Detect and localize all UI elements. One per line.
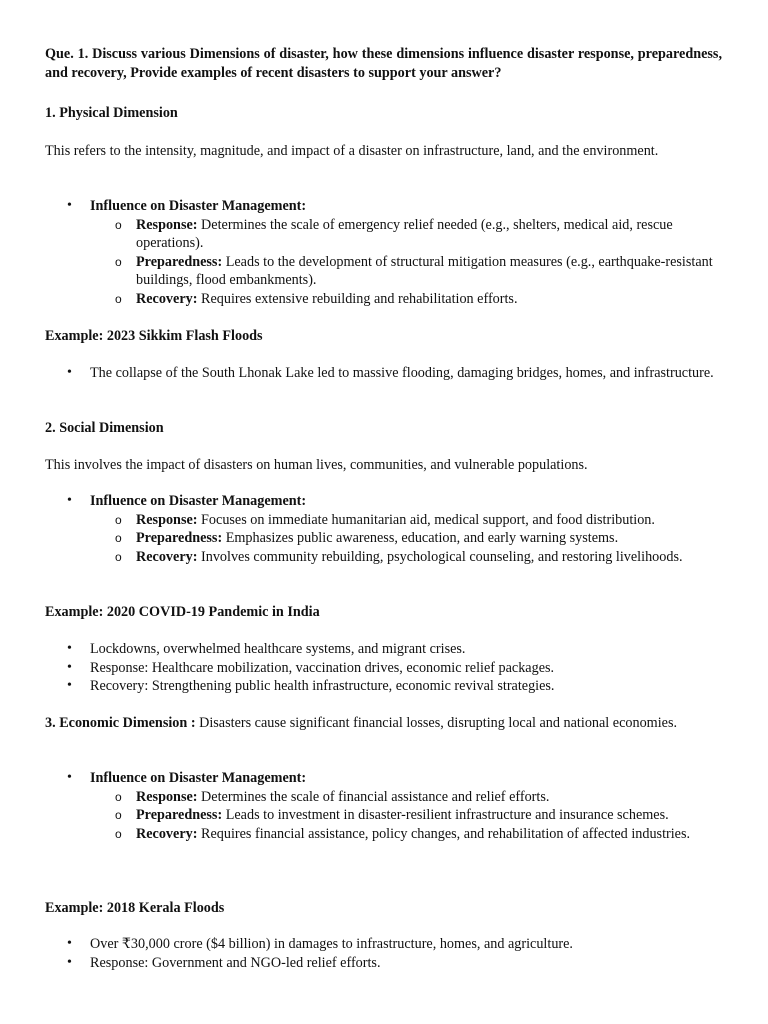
economic-preparedness-text: Leads to investment in disaster-resilient infrastructure and insurance schemes. bbox=[225, 807, 669, 823]
social-influence-list bbox=[45, 492, 722, 566]
question-text: Que. 1. Discuss various Dimensions of disaster, how these dimensions influence disaster response, preparedness, and recovery, Provide examples of recent disasters to support your answer? bbox=[45, 46, 722, 81]
influence-label: Influence on Disaster Management: bbox=[90, 770, 307, 786]
physical-influence-list bbox=[45, 197, 722, 308]
response-label: Response: bbox=[136, 216, 198, 233]
physical-preparedness-text: Leads to the development of structural mitigation measures (e.g., earthquake-resistant buildings, flood embankments). bbox=[136, 253, 713, 288]
physical-recovery-text: Requires extensive rebuilding and rehabilitation efforts. bbox=[201, 290, 518, 307]
response-label: Response: bbox=[136, 511, 198, 528]
influence-label: Influence on Disaster Management: bbox=[90, 493, 307, 509]
physical-example-heading: Example: 2023 Sikkim Flash Floods bbox=[45, 328, 263, 344]
preparedness-label: Preparedness: bbox=[136, 530, 223, 546]
physical-heading: 1. Physical Dimension bbox=[45, 105, 178, 121]
social-heading: 2. Social Dimension bbox=[45, 420, 164, 436]
list-item bbox=[136, 290, 722, 309]
list-item: • Recovery: Strengthening public health infrastructure, economic revival strategies. bbox=[90, 677, 722, 696]
recovery-label: Recovery: bbox=[136, 290, 198, 307]
list-item bbox=[90, 769, 722, 843]
list-item: • Response: Government and NGO-led relief efforts. bbox=[90, 954, 722, 973]
recovery-label: Recovery: bbox=[136, 548, 198, 565]
physical-intro: This refers to the intensity, magnitude, and impact of a disaster on infrastructure, land, and the environment. bbox=[45, 143, 659, 159]
economic-example-heading: Example: 2018 Kerala Floods bbox=[45, 900, 225, 916]
social-recovery-text: Involves community rebuilding, psychological counseling, and restoring livelihoods. bbox=[201, 548, 683, 565]
economic-influence-list bbox=[45, 769, 722, 843]
list-item bbox=[136, 825, 722, 844]
social-sub-list bbox=[90, 511, 722, 567]
preparedness-label: Preparedness: bbox=[136, 253, 223, 270]
list-item bbox=[90, 197, 722, 308]
recovery-label: Recovery: bbox=[136, 825, 198, 842]
economic-example-list bbox=[45, 935, 722, 972]
list-item bbox=[136, 788, 722, 807]
document-page bbox=[45, 0, 722, 1024]
physical-sub-list bbox=[90, 216, 722, 309]
economic-intro: Disasters cause significant financial losses, disrupting local and national economies. bbox=[199, 715, 678, 731]
economic-paragraph bbox=[45, 714, 722, 733]
social-response-text: Focuses on immediate humanitarian aid, medical support, and food distribution. bbox=[201, 511, 655, 528]
social-example-heading: Example: 2020 COVID-19 Pandemic in India bbox=[45, 604, 320, 620]
social-intro: This involves the impact of disasters on human lives, communities, and vulnerable populations. bbox=[45, 457, 588, 473]
social-example-list bbox=[45, 640, 722, 696]
physical-example-list bbox=[45, 364, 722, 383]
list-item: • The collapse of the South Lhonak Lake led to massive flooding, damaging bridges, homes, and infrastructure. bbox=[90, 364, 722, 383]
physical-response-text: Determines the scale of emergency relief needed (e.g., shelters, medical aid, rescue operations). bbox=[136, 216, 673, 251]
list-item bbox=[136, 511, 722, 530]
list-item: • Over ₹30,000 crore ($4 billion) in damages to infrastructure, homes, and agriculture. bbox=[90, 935, 722, 954]
influence-label: Influence on Disaster Management: bbox=[90, 198, 307, 214]
response-label: Response: bbox=[136, 788, 198, 805]
list-item bbox=[136, 806, 722, 825]
economic-heading: 3. Economic Dimension : bbox=[45, 715, 196, 731]
list-item: • Lockdowns, overwhelmed healthcare systems, and migrant crises. bbox=[90, 640, 722, 659]
list-item bbox=[136, 529, 722, 548]
economic-recovery-text: Requires financial assistance, policy changes, and rehabilitation of affected industries. bbox=[201, 825, 691, 842]
economic-response-text: Determines the scale of financial assistance and relief efforts. bbox=[201, 788, 550, 805]
list-item bbox=[136, 216, 722, 253]
preparedness-label: Preparedness: bbox=[136, 807, 223, 823]
list-item bbox=[136, 548, 722, 567]
social-preparedness-text: Emphasizes public awareness, education, and early warning systems. bbox=[225, 530, 619, 546]
list-item: • Response: Healthcare mobilization, vaccination drives, economic relief packages. bbox=[90, 659, 722, 678]
list-item bbox=[90, 492, 722, 566]
economic-sub-list bbox=[90, 788, 722, 844]
list-item bbox=[136, 253, 722, 290]
